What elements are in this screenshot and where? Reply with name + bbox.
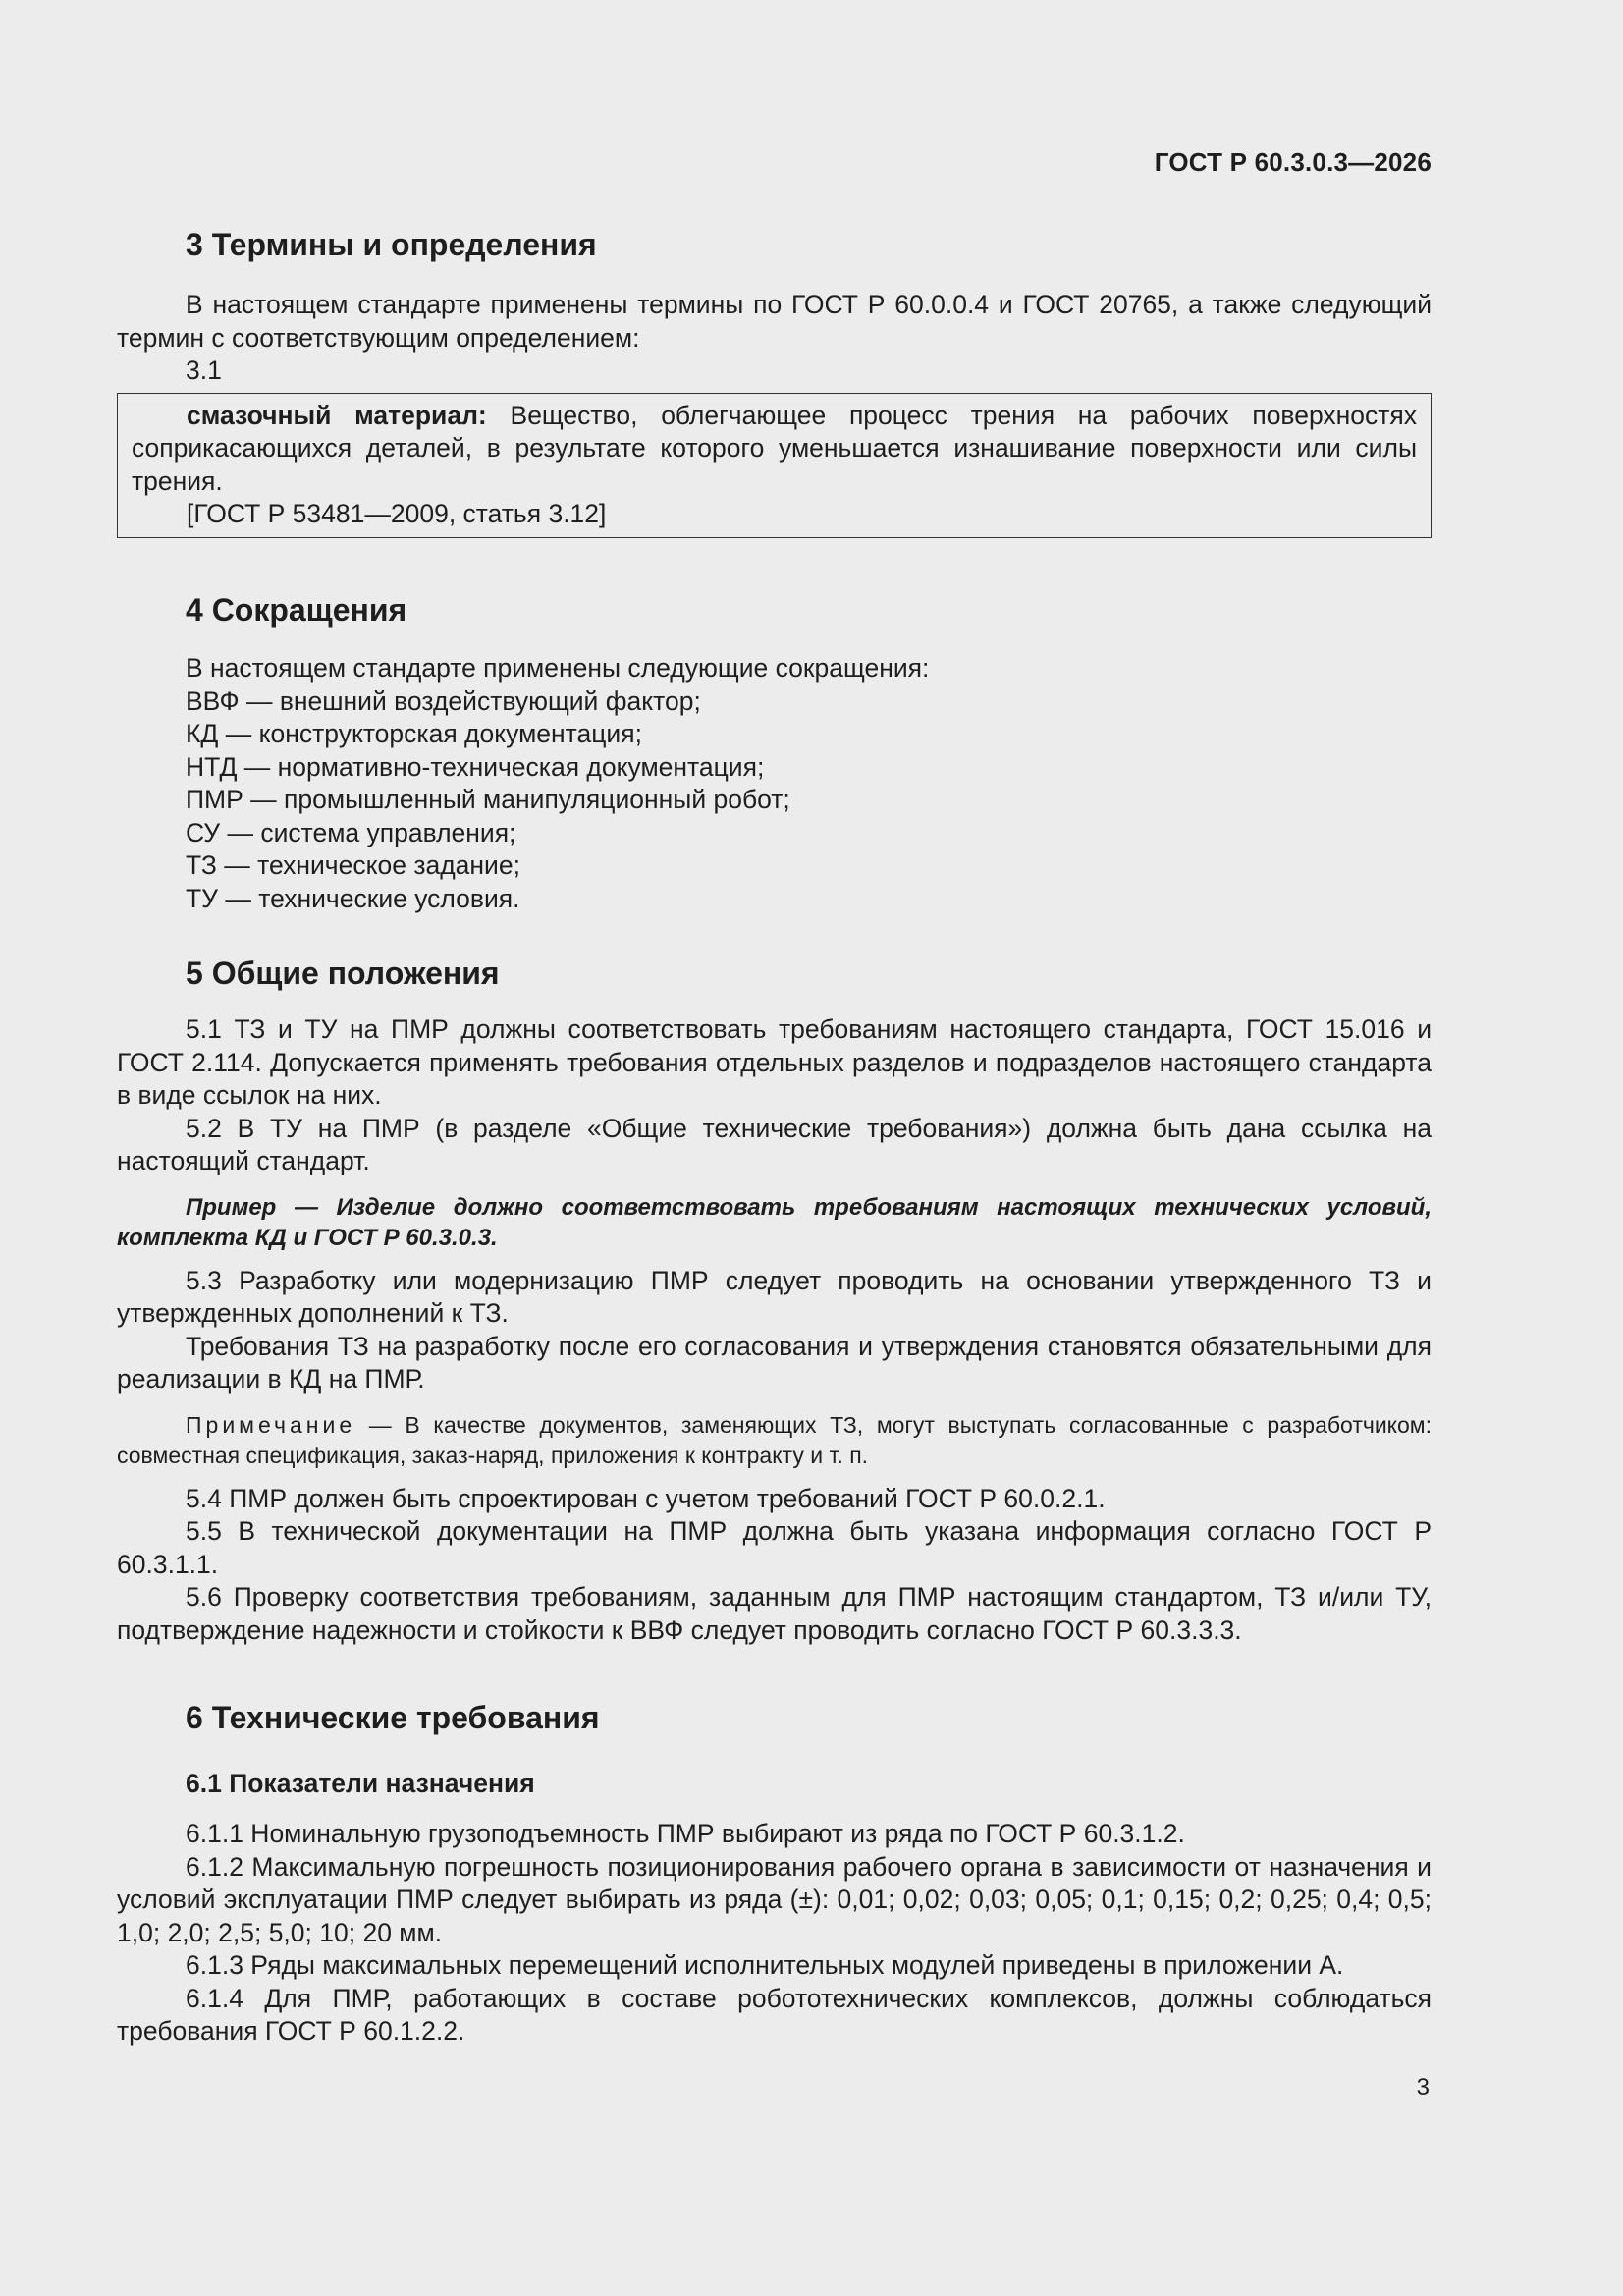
note-text: — В качестве документов, заменяющих ТЗ, могут выступать согласованные с разработчиком: совместная спецификация, заказ-наряд, приложения к контракту и т. п.	[117, 1411, 1432, 1468]
abbreviation-item: ВВФ — внешний воздействующий фактор;	[186, 685, 701, 716]
section-3	[117, 225, 1432, 264]
paragraph-6-1-4: 6.1.4 Для ПМР, работающих в составе робототехнических комплексов, должны соблюдаться требования ГОСТ Р 60.1.2.2.	[117, 1983, 1432, 2046]
subsection-6-1-heading: 6.1 Показатели назначения	[186, 1769, 535, 1798]
term-definition-box	[117, 393, 1432, 538]
section-3-body	[117, 289, 1432, 538]
term-definition: Вещество, облегчающее процесс трения на рабочих поверхностях соприкасающихся деталей, в результате которого уменьшается изнашивание поверхности или силы трения.	[132, 400, 1417, 496]
section-5-heading: 5 Общие положения	[186, 956, 500, 991]
section-6-heading: 6 Технические требования	[186, 1700, 600, 1735]
term-source: [ГОСТ Р 53481—2009, статья 3.12]	[187, 499, 607, 528]
paragraph-6-1-1: 6.1.1 Номинальную грузоподъемность ПМР выбирают из ряда по ГОСТ Р 60.3.1.2.	[186, 1819, 1185, 1848]
section-3-heading: 3 Термины и определения	[186, 227, 597, 262]
paragraph-6-1-3: 6.1.3 Ряды максимальных перемещений исполнительных модулей приведены в приложении А.	[186, 1950, 1344, 1980]
section-3-intro: В настоящем стандарте применены термины по ГОСТ Р 60.0.0.4 и ГОСТ 20765, а также следующий термин с соответствующим определением:	[117, 290, 1432, 353]
subsection-6-1	[117, 1767, 1432, 1800]
paragraph-5-3: 5.3 Разработку или модернизацию ПМР следует проводить на основании утвержденного ТЗ и утвержденных дополнений к ТЗ.	[117, 1265, 1432, 1328]
paragraph-5-5: 5.5 В технической документации на ПМР должна быть указана информация согласно ГОСТ Р 60.3.1.1.	[117, 1516, 1432, 1579]
paragraph-5-6: 5.6 Проверку соответствия требованиям, заданным для ПМР настоящим стандартом, ТЗ и/или ТУ, подтверждение надежности и стойкости к ВВФ следует проводить согласно ГОСТ Р 60.3.3.3.	[117, 1582, 1432, 1645]
section-5	[117, 954, 1432, 993]
page-number: 3	[1416, 2074, 1430, 2101]
term-number: 3.1	[186, 355, 222, 385]
abbreviation-item: ПМР — промышленный манипуляционный робот;	[186, 785, 790, 814]
term-text	[132, 400, 1417, 499]
section-6-body	[117, 1818, 1432, 2049]
section-6	[117, 1698, 1432, 1737]
section-4-heading: 4 Сокращения	[186, 592, 407, 628]
paragraph-5-1: 5.1 ТЗ и ТУ на ПМР должны соответствовать требованиям настоящего стандарта, ГОСТ 15.016 и ГОСТ 2.114. Допускается применять требования отдельных разделов и подразделов настоящего стандарта в виде ссылок на них.	[117, 1014, 1432, 1110]
abbreviation-item: СУ — система управления;	[186, 817, 516, 847]
document-code: ГОСТ Р 60.3.0.3—2026	[1154, 147, 1432, 177]
abbreviation-item: КД — конструкторская документация;	[186, 719, 642, 748]
example-text: Пример — Изделие должно соответствовать требованиям настоящих технических условий, комплекта КД и ГОСТ Р 60.3.0.3.	[117, 1193, 1432, 1251]
abbreviations-list	[117, 652, 1432, 915]
note	[117, 1410, 1432, 1471]
paragraph-5-2: 5.2 В ТУ на ПМР (в разделе «Общие технические требования») должна быть дана ссылка на настоящий стандарт.	[117, 1113, 1432, 1175]
abbreviation-item: НТД — нормативно-техническая документация;	[186, 751, 765, 782]
paragraph-5-3-continued: Требования ТЗ на разработку после его согласования и утверждения становятся обязательными для реализации в КД на ПМР.	[117, 1331, 1432, 1394]
abbreviation-item: ТЗ — техническое задание;	[186, 850, 520, 880]
term-name: смазочный материал:	[187, 400, 487, 430]
note-label: Примечание	[186, 1411, 356, 1438]
abbreviation-item: ТУ — технические условия.	[186, 883, 520, 913]
section-4-intro: В настоящем стандарте применены следующие сокращения:	[186, 653, 930, 683]
section-5-body	[117, 1013, 1432, 1647]
paragraph-6-1-2: 6.1.2 Максимальную погрешность позиционирования рабочего органа в зависимости от назначения и условий эксплуатации ПМР следует выбирать из ряда (±): 0,01; 0,02; 0,03; 0,05; 0,1; 0,15; 0,2; 0,25; 0,4; 0,5; 1,0; 2,0; 2,5; 5,0; 10; 20 мм.	[117, 1851, 1432, 1947]
paragraph-5-4: 5.4 ПМР должен быть спроектирован с учетом требований ГОСТ Р 60.0.2.1.	[186, 1483, 1106, 1513]
section-4	[117, 590, 1432, 629]
